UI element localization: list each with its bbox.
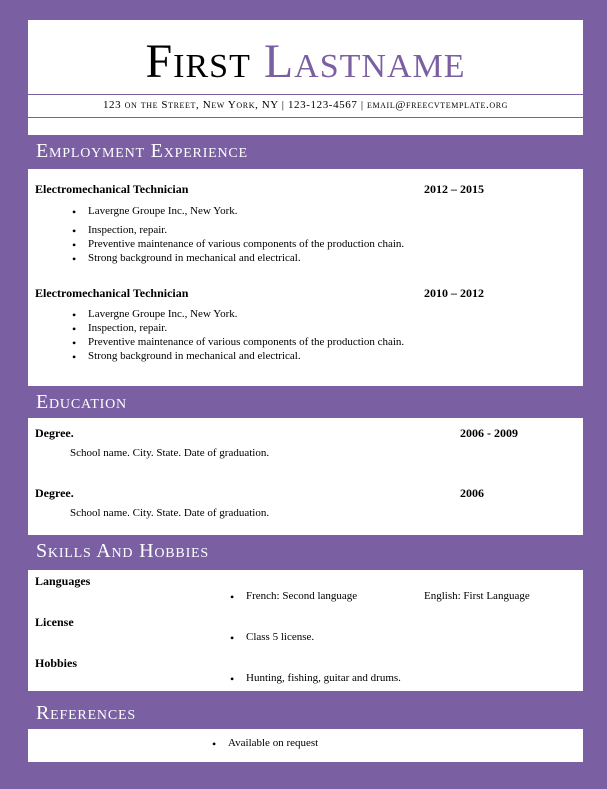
job-bullet: • Inspection, repair.: [68, 224, 404, 236]
education-panel: [28, 418, 583, 535]
job-position: Electromechanical Technician: [35, 182, 189, 196]
degree-name: Degree.: [35, 426, 74, 440]
skill-item: • Hunting, fishing, guitar and drums.: [226, 672, 401, 684]
references-list: [208, 737, 318, 749]
job-bullet: • Strong background in mechanical and electrical.: [68, 350, 404, 362]
skills-section-title: Skills And Hobbies: [36, 540, 209, 562]
last-name: Lastname: [263, 35, 466, 88]
degree-dates: 2006 - 2009: [460, 426, 518, 440]
job-bullet: • Preventive maintenance of various components of the production chain.: [68, 336, 404, 348]
degree-detail: School name. City. State. Date of graduation.: [70, 447, 270, 459]
contact-info: 123 on the Street, New York, NY | 123-123-4567 | email@freecvtemplate.org: [28, 94, 583, 118]
resume-header: [28, 20, 583, 135]
degree-detail: School name. City. State. Date of graduation.: [70, 507, 270, 519]
job-bullet: • Strong background in mechanical and electrical.: [68, 252, 404, 264]
skills-hobbies-label: Hobbies: [35, 656, 78, 670]
education-section-title: Education: [36, 391, 127, 413]
skill-item: • Class 5 license.: [226, 631, 314, 643]
references-panel: [28, 729, 583, 762]
job-dates: 2012 – 2015: [424, 182, 484, 196]
job-bullet: • Preventive maintenance of various components of the production chain.: [68, 238, 404, 250]
first-name: First: [145, 35, 251, 88]
job-bullets: [68, 205, 404, 264]
job-dates: 2010 – 2012: [424, 286, 484, 300]
skills-hobbies-list: [226, 672, 401, 684]
skills-license-list: [226, 631, 314, 643]
employment-panel: [28, 169, 583, 386]
reference-item: • Available on request: [208, 737, 318, 749]
job-position: Electromechanical Technician: [35, 286, 189, 300]
job-bullet: • Lavergne Groupe Inc., New York.: [68, 205, 404, 217]
skills-license-label: License: [35, 615, 74, 629]
skills-languages-list: [226, 590, 357, 602]
skills-panel: [28, 570, 583, 691]
job-bullets: [68, 308, 404, 362]
skills-languages-extra: English: First Language: [424, 590, 530, 602]
skill-item: • French: Second language: [226, 590, 357, 602]
degree-dates: 2006: [460, 486, 484, 500]
job-bullet: • Lavergne Groupe Inc., New York.: [68, 308, 404, 320]
skills-languages-label: Languages: [35, 574, 91, 588]
job-bullet: • Inspection, repair.: [68, 322, 404, 334]
references-section-title: References: [36, 702, 136, 724]
employment-section-title: Employment Experience: [36, 140, 248, 162]
candidate-name: [28, 34, 583, 90]
degree-name: Degree.: [35, 486, 74, 500]
